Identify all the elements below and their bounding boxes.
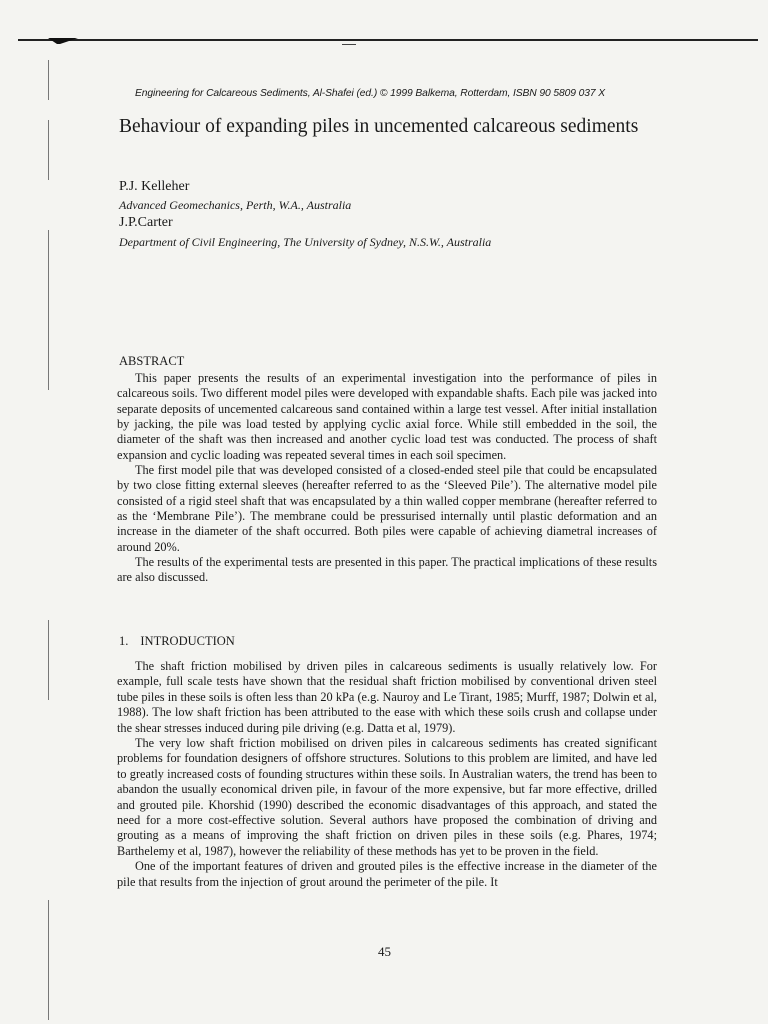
scan-mark-small bbox=[342, 44, 356, 45]
section-title: INTRODUCTION bbox=[140, 634, 235, 648]
abstract-paragraph: This paper presents the results of an experimental investigation into the performance of piles in calcareous soils. Two different model piles were developed with expandable shafts. Each pile was jacked into separate deposits of uncemented calcareous sand contained within a large test vessel. After initial installation by jacking, the pile was load tested by applying cyclic axial force. While still embedded in the soil, the diameter of the shaft was then increased and another cyclic load test was conducted. The process of shaft expansion and cyclic loading was repeated several times in each soil specimen. bbox=[117, 371, 657, 462]
author-name: J.P.Carter bbox=[119, 215, 173, 230]
body-paragraph: One of the important features of driven and grouted piles is the effective increase in the diameter of the pile that results from the injection of grout around the perimeter of the pile. It bbox=[117, 859, 657, 889]
scan-mark bbox=[48, 38, 78, 44]
author-affiliation: Department of Civil Engineering, The University of Sydney, N.S.W., Australia bbox=[119, 235, 492, 249]
author-affiliation: Advanced Geomechanics, Perth, W.A., Australia bbox=[119, 198, 352, 212]
abstract-paragraph: The first model pile that was developed consisted of a closed-ended steel pile that could be encapsulated by two close fitting external sleeves (hereafter referred to as the ‘Sleeved Pile’). The alternative model pile consisted of a rigid steel shaft that was encapsulated by a thin walled copper membrane (hereafter referred to as the ‘Membrane Pile’). The membrane could be pressurised internally until plastic deformation and an increase in the diameter of the shaft occurred. Both piles were capable of achieving diametral increases of around 20%. bbox=[117, 463, 657, 554]
page-edge-line bbox=[48, 620, 49, 700]
body-paragraph: The shaft friction mobilised by driven piles in calcareous sediments is usually relatively low. For example, full scale tests have shown that the residual shaft friction mobilised by conventional driven steel tube piles in these soils is often less than 20 kPa (e.g. Nauroy and Le Tirant, 1985; Murff, 1987; Dolwin et al, 1988). The low shaft friction has been attributed to the ease with which these soils crush and collapse under the shear stresses induced during pile driving (e.g. Datta et al, 1979). bbox=[117, 659, 657, 735]
section-number: 1. bbox=[119, 634, 129, 648]
section-heading bbox=[119, 634, 235, 649]
abstract-heading: ABSTRACT bbox=[119, 354, 185, 368]
page-edge-line bbox=[48, 60, 49, 100]
abstract-paragraph: The results of the experimental tests are presented in this paper. The practical implications of these results are also discussed. bbox=[117, 555, 657, 585]
author-name: P.J. Kelleher bbox=[119, 179, 190, 194]
page-edge-line bbox=[48, 900, 49, 1020]
page-edge-line bbox=[48, 230, 49, 390]
body-paragraph: The very low shaft friction mobilised on driven piles in calcareous sediments has created significant problems for foundation designers of offshore structures. Solutions to this problem are limited, and have led to greatly increased costs of founding structures within these soils. In Australian waters, the trend has been to abandon the usually economical driven pile, in favour of the more expensive, but far more effective, drilled and grouted pile. Khorshid (1990) described the economic disadvantages of this approach, and stated the need for a more cost-effective solution. Several authors have proposed the combination of driving and grouting as a means of improving the shaft friction on driven piles in these soils (e.g. Phares, 1974; Barthelemy et al, 1987), however the reliability of these methods has yet to be proven in the field. bbox=[117, 736, 657, 858]
citation-line: Engineering for Calcareous Sediments, Al-Shafei (ed.) © 1999 Balkema, Rotterdam, ISBN 90 5809 037 X bbox=[135, 88, 606, 99]
top-rule bbox=[18, 39, 758, 41]
paper-title: Behaviour of expanding piles in uncemented calcareous sediments bbox=[119, 116, 639, 137]
page-edge-line bbox=[48, 120, 49, 180]
introduction-body bbox=[117, 659, 657, 890]
abstract-body bbox=[117, 371, 657, 586]
page-number: 45 bbox=[378, 944, 391, 959]
